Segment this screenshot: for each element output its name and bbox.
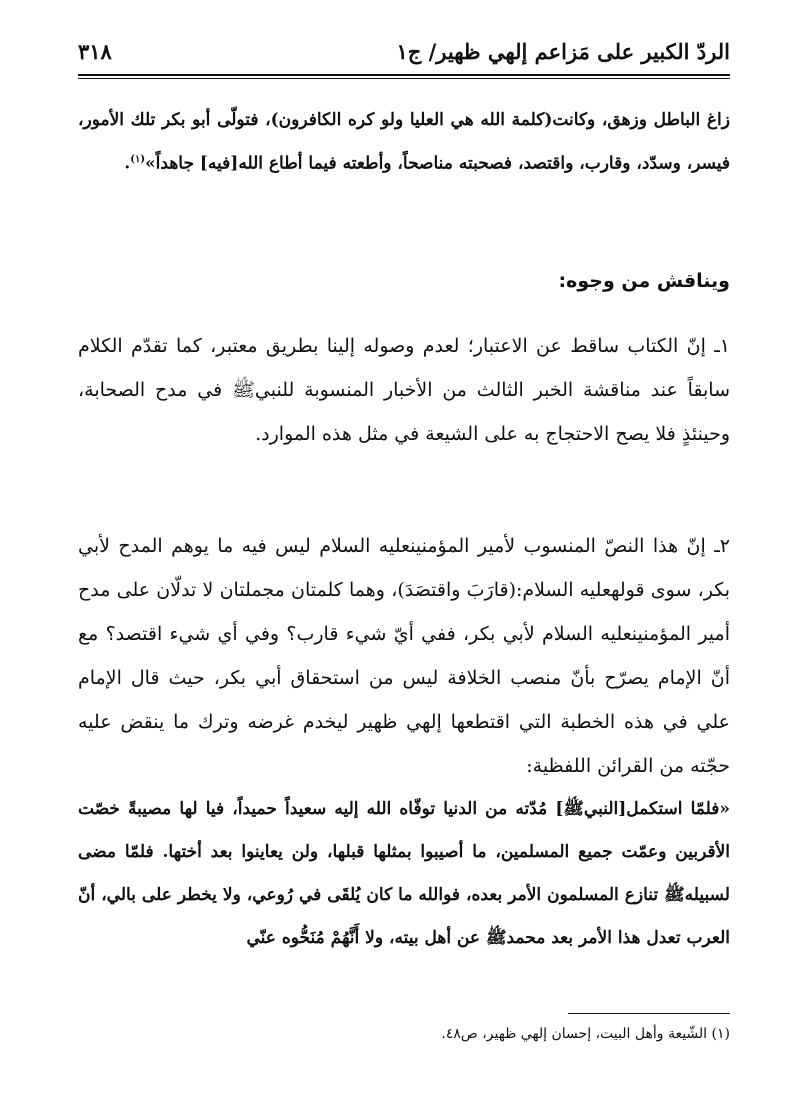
page-number: ٣١٨ — [78, 38, 112, 64]
header-divider — [78, 78, 730, 79]
page-header — [78, 28, 730, 76]
section-heading-text: ويناقش من وجوه — [566, 270, 730, 292]
quote-end: . — [124, 153, 131, 174]
footnote: (١) الشّيعة وأهل البيت، إحسان إلهي ظهير، ص٤٨. — [441, 1026, 730, 1042]
point-1: ١ـ إنّ الكتاب ساقط عن الاعتبار؛ لعدم وصوله إلينا بطريق معتبر، كما تقدّم الكلام سابقاً عند مناقشة الخبر الثالث من الأخبار المنسوبة للنبيﷺ في مدح الصحابة، وحينئذٍ فلا يصح الاحتجاج به على الشيعة في مثل هذه الموارد. — [78, 335, 730, 445]
point-2-quote: «فلمّا استكمل[النبيﷺ] مُدّته من الدنيا توفّاه الله إليه سعيداً حميداً، فيا لها مصيبةً خصّت الأقربين وعمّت جميع المسلمين، ما أصيبوا بمثلها قبلها، ولن يعاينوا بعد أختها. فلمّا مضى لسبيلهﷺ تنازع المسلمون الأمر بعده، فوالله ما كان يُلقَى في رُوعي، ولا يخطر على بالي، أنّ العرب تعدل هذا الأمر بعد محمدﷺ عن أهل بيته، ولا أَنَّهُمْ مُنَحُّوه عنّي — [78, 799, 730, 948]
section-heading — [559, 270, 730, 292]
footnote-divider — [568, 1013, 730, 1014]
point-2: ٢ـ إنّ هذا النصّ المنسوب لأمير المؤمنينعليه السلام ليس فيه ما يوهم المدح لأبي بكر، سوى قولهعليه السلام:(قارَبَ واقتصَدَ)، وهما كلمتان مجملتان لا تدلّان على مدح أمير المؤمنينعليه السلام لأبي بكر، ففي أيّ شيء قارب؟ وفي أي شيء اقتصد؟ مع أنّ الإمام يصرّح بأنّ منصب الخلافة ليس من استحقاق أبي بكر، حيث قال الإمام علي في هذه الخطبة التي اقتطعها إلهي ظهير ليخدم غرضه وترك ما ينقض عليه حجّته من القرائن اللفظية: — [78, 535, 730, 777]
footnote-ref[interactable]: (١) — [130, 154, 146, 165]
section-heading-colon: : — [558, 270, 567, 292]
document-page — [78, 28, 730, 1088]
quote-text: زاغ الباطل وزهق، وكانت(كلمة الله هي العليا ولو كره الكافرون)، فتولّى أبو بكر تلك الأمور، فيسر، وسدّد، وقارب، واقتصد، فصحبته مناصحاً، وأطعته فيما أطاع الله[فيه] جاهداً» — [78, 110, 730, 174]
quote-continuation — [78, 100, 730, 184]
book-title: الردّ الكبير على مَزاعم إلهي ظهير/ ج١ — [396, 38, 730, 64]
